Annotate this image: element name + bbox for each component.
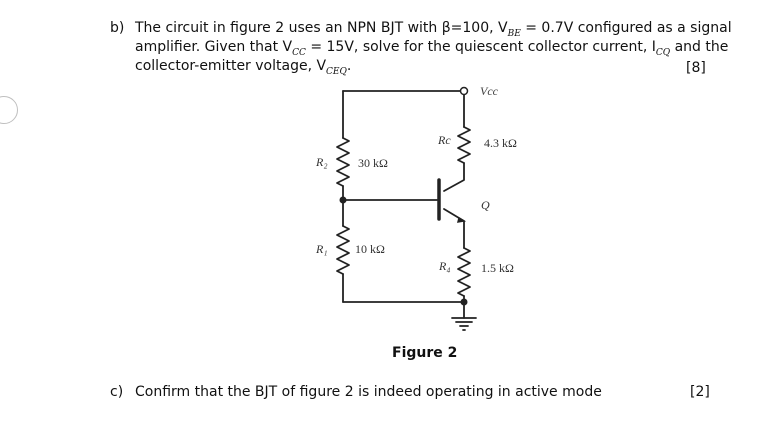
- question-b-marks: [8]: [686, 60, 706, 76]
- transistor-label: Q: [481, 198, 490, 212]
- question-b-line-2: amplifier. Given that $V_{CC} = 15V$, solve for the quiescent collector current, $I_{CQ}$ and the: [135, 39, 729, 58]
- rc-resistor: [458, 127, 470, 163]
- question-b-line-3: collector-emitter voltage, $V_{CEQ}$.: [135, 58, 352, 77]
- r2-resistor: [337, 138, 349, 186]
- question-c-label: c): [110, 384, 124, 400]
- question-c-text: Confirm that the BJT of figure 2 is indeed operating in active mode: [135, 384, 602, 400]
- r1-resistor: [337, 226, 349, 274]
- emitter-arrow: [458, 218, 464, 222]
- rc-label: Rc: [438, 133, 451, 147]
- ground-symbol: [452, 318, 476, 330]
- collector-lead: [444, 163, 464, 191]
- r2-label: R₂: [316, 155, 328, 169]
- vcc-terminal: [461, 88, 468, 95]
- re-label: R₄: [439, 259, 451, 273]
- re-resistor: [458, 248, 470, 296]
- vcc-label: Vcc: [480, 84, 498, 98]
- question-b-label: b): [110, 20, 125, 36]
- r1-label: R₁: [316, 242, 328, 256]
- question-c-marks: [2]: [690, 384, 710, 400]
- emitter-lead: [444, 209, 464, 248]
- rc-value: 4.3 kΩ: [484, 136, 517, 150]
- figure-caption: Figure 2: [392, 345, 458, 361]
- r2-value: 30 kΩ: [358, 156, 388, 170]
- r1-value: 10 kΩ: [355, 242, 385, 256]
- question-b-line-1: The circuit in figure 2 uses an NPN BJT with β=100, $V_{BE} = 0.7V$ configured as a signal: [135, 20, 732, 39]
- base-node-dot: [340, 197, 347, 204]
- ground-node-dot: [461, 299, 468, 306]
- re-value: 1.5 kΩ: [481, 261, 514, 275]
